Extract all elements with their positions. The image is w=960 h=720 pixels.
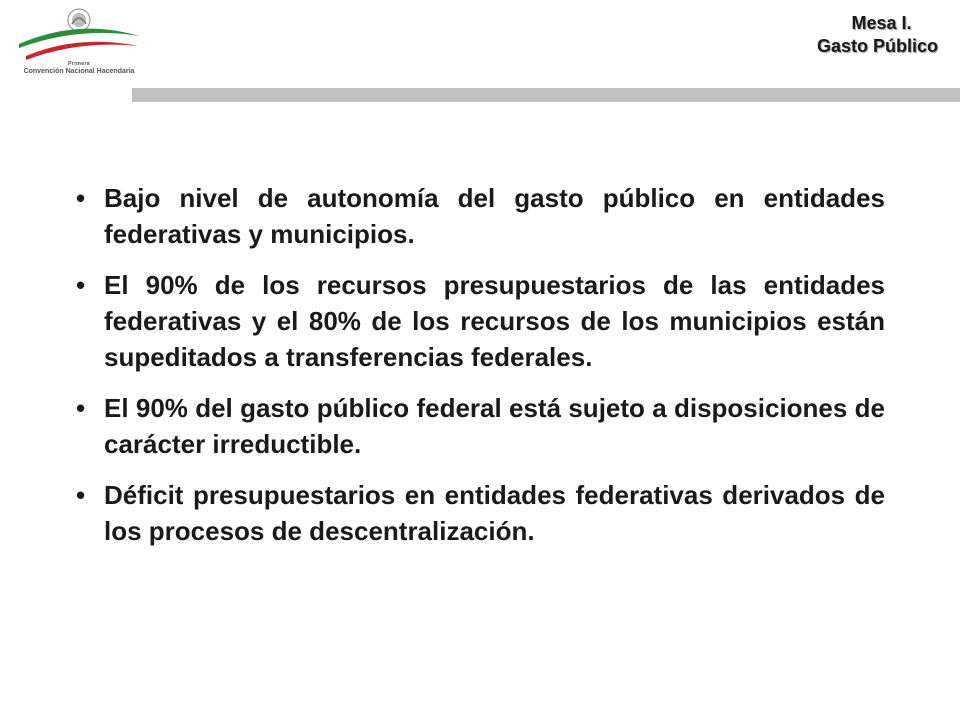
header-divider-bar — [132, 88, 960, 102]
bullet-item — [70, 267, 885, 375]
bullet-marker: • — [76, 393, 86, 423]
bullet-marker: • — [76, 270, 86, 300]
bullet-item — [70, 477, 885, 549]
convention-logo — [14, 4, 144, 80]
bullet-text: Bajo nivel de autonomía del gasto público en entidades federativas y municipios. — [104, 183, 885, 249]
logo-title: Convención Nacional Hacendaria — [23, 68, 135, 75]
bullet-text: Déficit presupuestarios en entidades federativas derivados de los procesos de descentralización. — [104, 480, 885, 546]
logo-subtitle: Primera — [68, 61, 90, 67]
bullet-marker: • — [76, 183, 86, 213]
slide-body — [70, 180, 885, 564]
mexico-coat-of-arms-emblem-icon — [14, 4, 144, 64]
slide-header-title — [817, 12, 938, 58]
header-title-line1: Mesa I. — [851, 13, 912, 33]
bullet-item — [70, 390, 885, 462]
bullet-text: El 90% del gasto público federal está sujeto a disposiciones de carácter irreductible. — [104, 393, 885, 459]
bullet-item — [70, 180, 885, 252]
header-title-line2: Gasto Público — [816, 36, 938, 56]
bullet-list — [70, 180, 885, 549]
bullet-marker: • — [76, 480, 86, 510]
bullet-text: El 90% de los recursos presupuestarios de las entidades federativas y el 80% de los recursos de los municipios están supeditados a transferencias federales. — [104, 270, 885, 372]
